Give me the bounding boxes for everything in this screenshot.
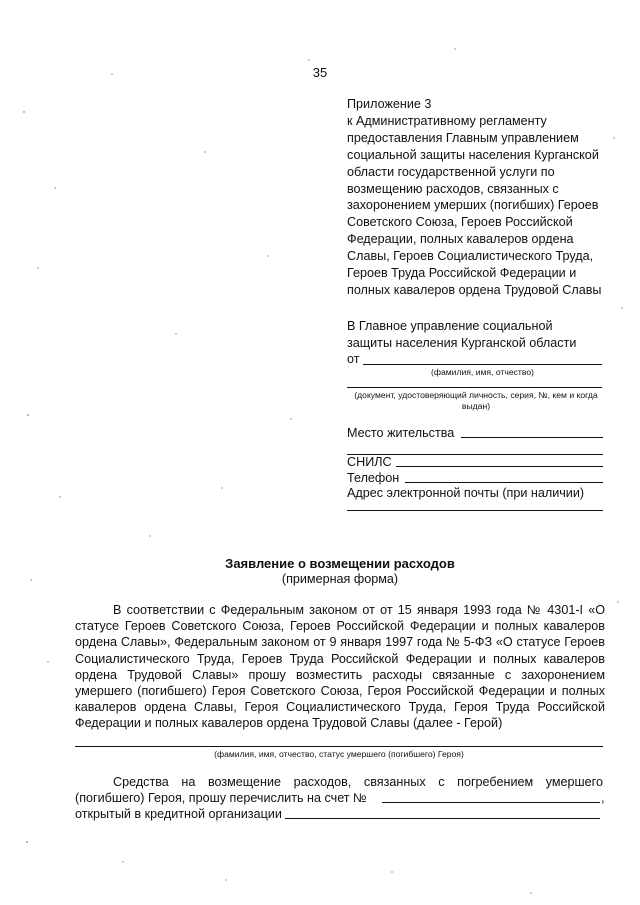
phone-label: Телефон [347, 471, 400, 485]
account-comma: , [601, 791, 605, 805]
credit-organization-field[interactable] [285, 818, 600, 819]
page-number: 35 [312, 65, 328, 80]
fio-caption: (фамилия, имя, отчество) [431, 367, 534, 377]
recipient-line-1: В Главное управление социальной [347, 319, 553, 333]
body-paragraph-1: В соответствии с Федеральным законом от от 15 января 1993 года № 4301-I «О статусе Героев Советского Союза, Героев Российской Федерации и полных кавалеров ордена Славы», Федеральным законом от 9 января 1997 года № 5-ФЗ «О статусе Героев Социалистического Труда, Героев Труда Российской Федерации и полных кавалеров ордена Трудовой Славы» прошу возместить расходы связанные с захоронением умершего (погибшего) Героя Советского Союза, Героя Российской Федерации и полных кавалеров ордена Славы, Героя Социалистического Труда, Героя Труда Российской Федерации и полных кавалеров ордена Трудовой Славы (далее - Герой) [75, 603, 605, 731]
phone-field[interactable] [405, 482, 603, 483]
residence-field[interactable] [461, 437, 603, 438]
document-caption: (документ, удостоверяющий личность, серия, №, кем и когда выдан) [354, 390, 598, 411]
document-subtitle: (примерная форма) [281, 572, 399, 586]
document-field[interactable] [347, 387, 602, 388]
appendix-heading: Приложение 3 [347, 97, 432, 111]
email-field[interactable] [347, 510, 603, 511]
hero-caption: (фамилия, имя, отчество, статус умершего (погибшего) Героя) [214, 749, 464, 759]
from-label: от [347, 352, 360, 366]
appendix-text: к Административному регламенту предоставления Главным управлением социальной защиты населения Курганской области государственной услуги по возмещению расходов, связанных с захоронением умерших (погибших) Героев Советского Союза, Героев Российской Федерации, полных кавалеров ордена Славы, Героев Социалистического Труда, Героев Труда Российской Федерации и полных кавалеров ордена Трудовой Славы [347, 113, 602, 297]
document-title: Заявление о возмещении расходов [225, 556, 455, 571]
snils-label: СНИЛС [347, 455, 392, 469]
snils-field[interactable] [396, 466, 603, 467]
appendix-block [347, 96, 617, 299]
hero-name-field[interactable] [75, 746, 603, 747]
email-label: Адрес электронной почты (при наличии) [347, 486, 585, 500]
body-paragraph-2-line-2: (погибшего) Героя, прошу перечислить на счет № [75, 791, 367, 805]
body-paragraph-2-line-3: открытый в кредитной организации [75, 807, 282, 821]
residence-label: Место жительства [347, 426, 455, 440]
recipient-line-2: защиты населения Курганской области [347, 335, 577, 350]
recipient-block [347, 318, 617, 352]
account-number-field[interactable] [382, 802, 600, 803]
body-paragraph-2-line-1: Средства на возмещение расходов, связанных с погребением умершего [113, 775, 603, 789]
from-fio-field[interactable] [363, 364, 602, 365]
